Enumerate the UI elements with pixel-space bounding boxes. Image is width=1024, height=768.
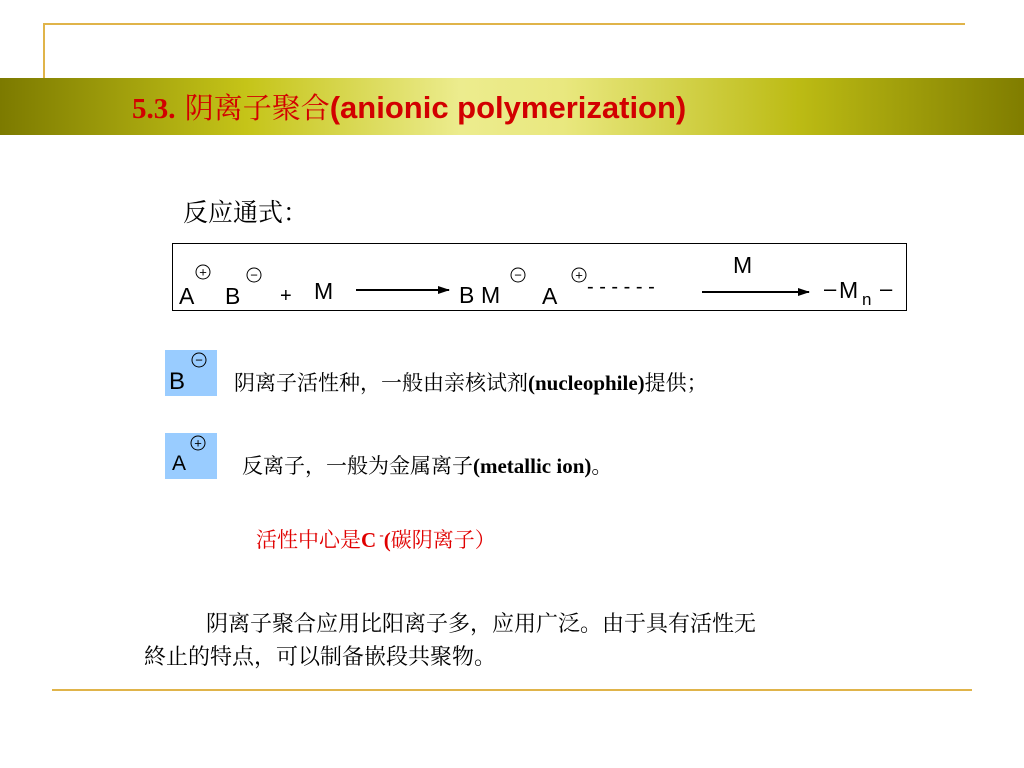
definition-anion: [234, 367, 708, 397]
scheme-anion-B: B: [225, 283, 241, 309]
title-english: (anionic polymerization): [329, 90, 687, 125]
note-open-paren: (: [383, 528, 391, 552]
slide-title: [132, 86, 686, 130]
definition-counterion-text-2: 。: [591, 454, 613, 478]
scheme-cation-A: A: [179, 283, 195, 309]
title-chinese: 阴离子聚合: [175, 91, 330, 125]
scheme-chain-M: M: [481, 282, 501, 308]
frame-left-line: [43, 23, 45, 78]
scheme-counterion-A: A: [542, 283, 558, 309]
positive-charge-sign: +: [194, 435, 202, 451]
paragraph-line-1: 阴离子聚合应用比阳离子多，应用广泛。由于具有活性无: [206, 612, 757, 637]
note-text-2: 碳阴离子）: [390, 528, 496, 552]
note-superscript: -: [376, 527, 384, 542]
cation-chip-letter: A: [172, 452, 187, 475]
product-dash-left: –: [824, 276, 837, 301]
scheme-dashes: - - - - - -: [587, 276, 655, 298]
anion-chip: [165, 350, 217, 396]
definition-counterion-english: (metallic ion): [473, 454, 592, 478]
scheme-chain-B: B: [459, 282, 475, 308]
positive-charge-sign: +: [199, 264, 207, 280]
definition-counterion: [242, 450, 612, 480]
title-number: 5.3.: [132, 93, 176, 125]
negative-charge-sign: −: [250, 267, 258, 283]
positive-charge-sign: +: [575, 267, 583, 283]
cation-chip: [165, 433, 217, 479]
formula-label: 反应通式：: [183, 198, 309, 227]
scheme-plus: +: [280, 285, 292, 307]
anion-chip-letter: B: [169, 368, 186, 395]
negative-charge-sign: −: [195, 352, 203, 368]
negative-charge-sign: −: [514, 267, 522, 283]
definition-anion-text-2: 提供；: [644, 371, 708, 395]
reaction-scheme: [172, 243, 907, 311]
definition-counterion-text-1: 反离子，一般为金属离子: [242, 454, 473, 478]
paragraph-line-2: 終止的特点，可以制备嵌段共聚物。: [144, 645, 497, 670]
note-carbon: C: [361, 528, 377, 552]
frame-bottom-line: [52, 689, 972, 691]
product-M: M: [839, 277, 859, 303]
summary-paragraph: [144, 608, 934, 674]
scheme-arrow-monomer: M: [733, 252, 753, 278]
note-text-1: 活性中心是: [256, 528, 361, 552]
product-dash-right: –: [880, 276, 893, 301]
definition-anion-english: (nucleophile): [528, 371, 645, 395]
definition-anion-text-1: 阴离子活性种，一般由亲核试剂: [234, 371, 528, 395]
product-subscript-n: n: [862, 290, 872, 309]
scheme-monomer-M: M: [314, 278, 334, 304]
frame-top-line: [43, 23, 965, 25]
active-center-note: [256, 524, 496, 554]
